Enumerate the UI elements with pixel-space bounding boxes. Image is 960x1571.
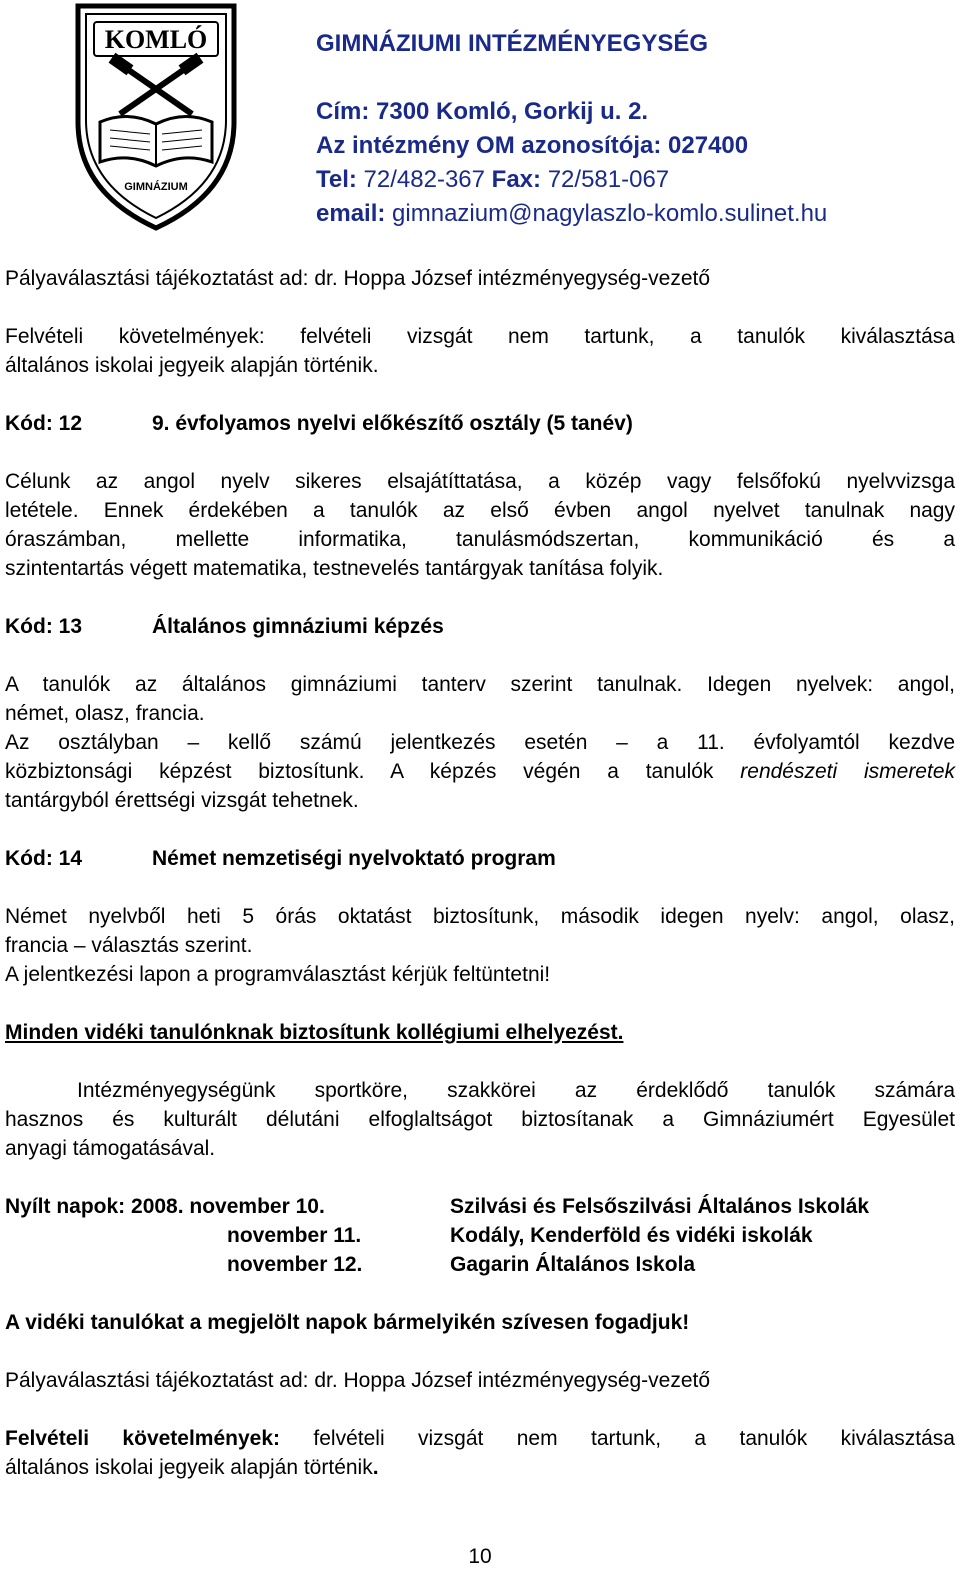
section-12-line-4: szintentartás végett matematika, testnevelés tantárgyak tanítása folyik.: [5, 557, 664, 580]
open-day-school-3: Gagarin Általános Iskola: [450, 1253, 696, 1276]
footer-requirements-line-2: [5, 1453, 379, 1482]
section-13-title: Általános gimnáziumi képzés: [152, 615, 444, 638]
activities-line-3: anyagi támogatásával.: [5, 1137, 216, 1160]
section-13-line-5: tantárgyból érettségi vizsgát tehetnek.: [5, 789, 359, 812]
activities-line-1: Intézményegységünk sportköre, szakkörei az érdeklődő tanulók számára: [77, 1079, 955, 1102]
welcome-notice: A vidéki tanulókat a megjelölt napok bármelyikén szívesen fogadjuk!: [5, 1311, 690, 1334]
logo-text-bottom: GIMNÁZIUM: [124, 181, 188, 193]
institution-om-id: Az intézmény OM azonosítója: 027400: [316, 132, 749, 159]
open-days-label: Nyílt napok: 2008. november 10.: [5, 1195, 325, 1218]
open-day-school-2: Kodály, Kenderföld és vidéki iskolák: [450, 1224, 813, 1247]
section-14-title: Német nemzetiségi nyelvoktató program: [152, 847, 556, 870]
fax-value: 72/581-067: [541, 166, 670, 193]
email-value: gimnazium@nagylaszlo-komlo.sulinet.hu: [385, 200, 828, 227]
section-13-line-1: A tanulók az általános gimnáziumi tanterv szerint tanulnak. Idegen nyelvek: angol,: [5, 673, 955, 696]
section-13-line-4: [5, 757, 955, 786]
open-day-date-2: november 11.: [227, 1224, 362, 1247]
section-14-line-2: francia – választás szerint.: [5, 934, 253, 957]
section-14-code: Kód: 14: [5, 847, 83, 870]
section-12-line-3: óraszámban, mellette informatika, tanulásmódszertan, kommunikáció és a: [5, 528, 955, 551]
section-12-title: 9. évfolyamos nyelvi előkészítő osztály (5 tanév): [152, 412, 633, 435]
section-14-line-3: A jelentkezési lapon a programválasztást kérjük feltüntetni!: [5, 963, 551, 986]
counselling-info: Pályaválasztási tájékoztatást ad: dr. Hoppa József intézményegység-vezető: [5, 267, 711, 290]
section-12-line-2: letétele. Ennek érdekében a tanulók az első évben angol nyelvet tanulnak nagy: [5, 499, 955, 522]
dormitory-notice: Minden vidéki tanulónknak biztosítunk kollégiumi elhelyezést.: [5, 1021, 624, 1044]
open-day-date-3: november 12.: [227, 1253, 363, 1276]
footer-requirements-label: Felvételi követelmények:: [5, 1427, 281, 1450]
section-13-line-3: Az osztályban – kellő számú jelentkezés esetén – a 11. évfolyamtól kezdve: [5, 731, 955, 754]
section-13-line-4-text: közbiztonsági képzést biztosítunk. A képzés végén a tanulók: [5, 760, 741, 783]
section-12-line-1: Célunk az angol nyelv sikeres elsajátíttatása, a közép vagy felsőfokú nyelvvizsga: [5, 470, 955, 493]
institution-email: [316, 198, 827, 230]
open-day-school-1: Szilvási és Felsőszilvási Általános Iskolák: [450, 1195, 870, 1218]
section-12-code: Kód: 12: [5, 412, 83, 435]
section-13-line-2: német, olasz, francia.: [5, 702, 205, 725]
footer-requirements-line-2-text: általános iskolai jegyeik alapján történik: [5, 1456, 373, 1479]
section-14-line-1: Német nyelvből heti 5 órás oktatást biztosítunk, második idegen nyelv: angol, olasz,: [5, 905, 955, 928]
footer-requirements-line-1: [5, 1424, 955, 1453]
requirements-line-2: általános iskolai jegyeik alapján történik.: [5, 354, 379, 377]
footer-requirements-text: felvételi vizsgát nem tartunk, a tanulók kiválasztása: [280, 1427, 955, 1450]
fax-label: Fax:: [491, 166, 542, 193]
school-logo: [70, 2, 242, 232]
tel-value: 72/482-367: [356, 166, 492, 193]
institution-phone-fax: [316, 164, 669, 196]
institution-address: Cím: 7300 Komló, Gorkij u. 2.: [316, 98, 649, 125]
activities-line-2: hasznos és kulturált délutáni elfoglaltságot biztosítanak a Gimnáziumért Egyesület: [5, 1108, 955, 1131]
footer-counselling-info: Pályaválasztási tájékoztatást ad: dr. Hoppa József intézményegység-vezető: [5, 1369, 711, 1392]
tel-label: Tel:: [316, 166, 357, 193]
institution-title: GIMNÁZIUMI INTÉZMÉNYEGYSÉG: [316, 30, 709, 57]
logo-text-top: KOMLÓ: [104, 25, 208, 54]
email-label: email:: [316, 200, 386, 227]
page-number: 10: [468, 1545, 492, 1568]
section-13-code: Kód: 13: [5, 615, 83, 638]
requirements-line-1: Felvételi követelmények: felvételi vizsgát nem tartunk, a tanulók kiválasztása: [5, 325, 955, 348]
footer-requirements-period: .: [372, 1456, 379, 1479]
section-13-italic-subject: rendészeti ismeretek: [740, 760, 956, 783]
